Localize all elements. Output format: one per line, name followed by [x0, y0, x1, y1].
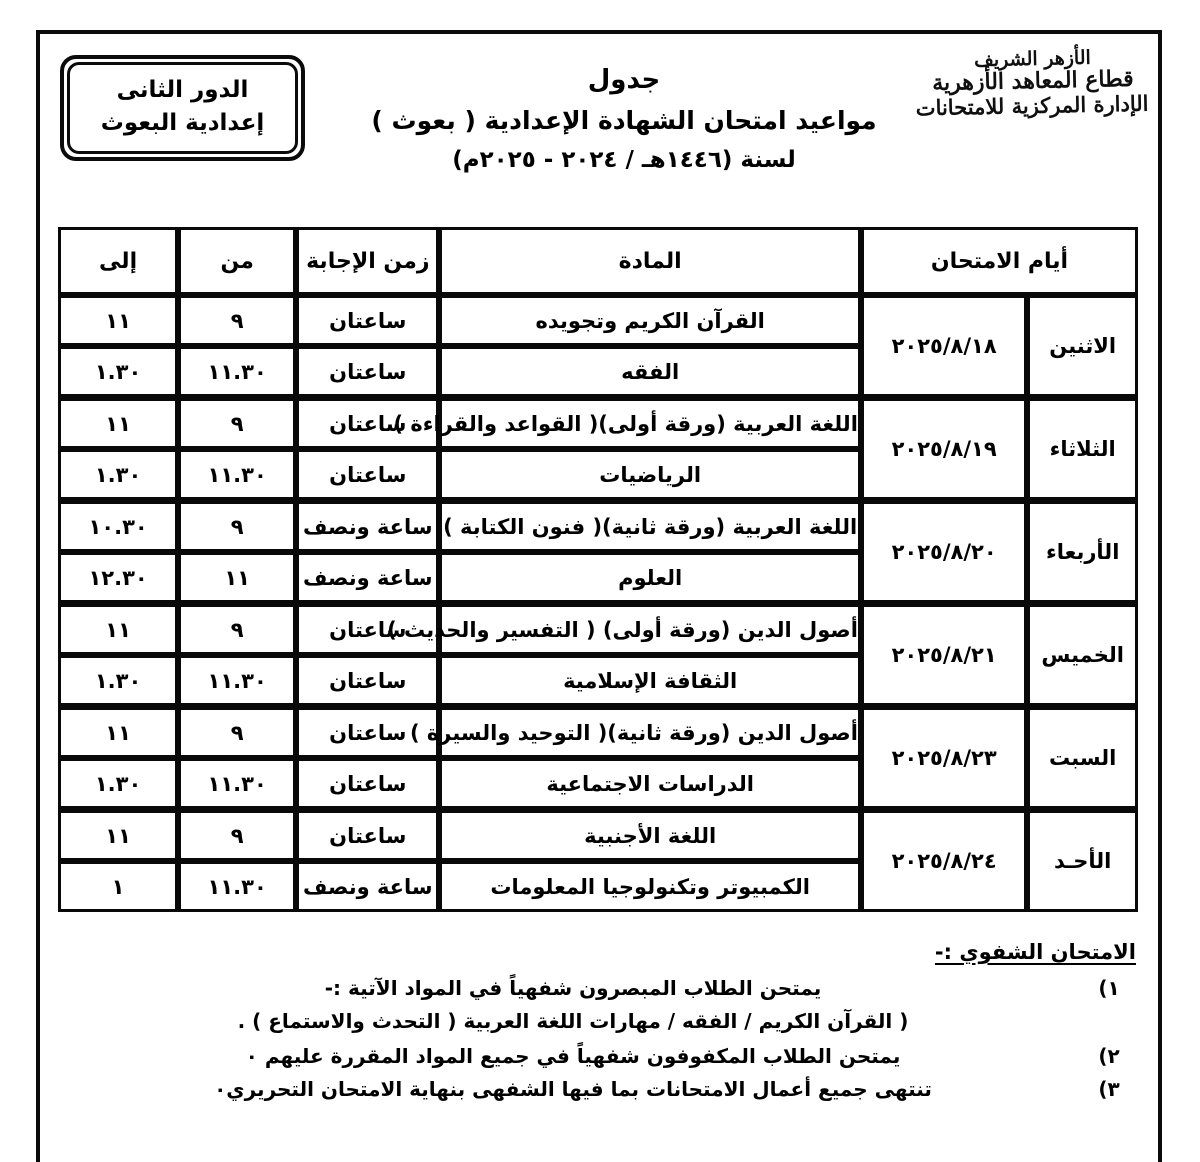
cell-exam-date: ٢٠٢٥/٨/٢٣	[861, 706, 1027, 809]
oral-exam-notes	[64, 938, 1136, 1102]
page-inner	[40, 34, 1158, 1162]
cell-day-name: الأحـد	[1027, 809, 1138, 912]
cell-start-time: ١١.٣٠	[178, 758, 296, 809]
cell-end-time: ١	[58, 861, 178, 912]
document-title-block	[322, 62, 926, 178]
note-number: ٢)	[1098, 1043, 1120, 1068]
cell-duration: ساعتان	[296, 706, 439, 758]
badge-line-round: الدور الثانى	[116, 77, 249, 103]
cell-end-time: ١.٣٠	[58, 346, 178, 397]
cell-start-time: ١١.٣٠	[178, 449, 296, 500]
cell-end-time: ١.٣٠	[58, 655, 178, 706]
cell-duration: ساعة ونصف	[296, 500, 439, 552]
notes-heading: الامتحان الشفوي :-	[934, 940, 1136, 964]
cell-start-time: ١١.٣٠	[178, 346, 296, 397]
table-row	[58, 295, 1138, 346]
badge-inner-border	[67, 62, 298, 154]
cell-subject: الفقه	[439, 346, 860, 397]
column-header-subject: المادة	[439, 227, 860, 295]
cell-subject: اللغة الأجنبية	[439, 809, 860, 861]
note-sub-item-oral-subjects: ( القرآن الكريم / الفقه / مهارات اللغة العربية ( التحدث والاستماع ) .	[237, 1008, 909, 1033]
cell-day-name: السبت	[1027, 706, 1138, 809]
cell-duration: ساعتان	[296, 809, 439, 861]
cell-exam-date: ٢٠٢٥/٨/١٩	[861, 397, 1027, 500]
cell-end-time: ١١	[58, 706, 178, 758]
academic-year: لسنة (١٤٤٦هـ / ٢٠٢٤ - ٢٠٢٥م)	[452, 147, 796, 174]
cell-duration: ساعة ونصف	[296, 552, 439, 603]
cell-day-name: الخميس	[1027, 603, 1138, 706]
page-subtitle: مواعيد امتحان الشهادة الإعدادية ( بعوث )	[371, 105, 877, 135]
cell-start-time: ١١.٣٠	[178, 861, 296, 912]
cell-subject: أصول الدين (ورقة أولى) ( التفسير والحديث )	[439, 603, 860, 655]
cell-duration: ساعتان	[296, 603, 439, 655]
column-header-days: أيام الامتحان	[861, 227, 1138, 295]
badge-line-stage: إعدادية البعوث	[100, 109, 265, 136]
table-head	[58, 227, 1138, 295]
column-header-to: إلى	[58, 227, 178, 295]
note-item	[64, 1076, 1136, 1103]
cell-day-name: الأربعاء	[1027, 500, 1138, 603]
cell-exam-date: ٢٠٢٥/٨/٢٤	[861, 809, 1027, 912]
note-item	[64, 1043, 1136, 1070]
cell-duration: ساعتان	[296, 758, 439, 809]
cell-start-time: ٩	[178, 295, 296, 346]
azhar-calligraphy-logo	[917, 46, 1148, 122]
cell-subject: الدراسات الاجتماعية	[439, 758, 860, 809]
cell-exam-date: ٢٠٢٥/٨/٢٠	[861, 500, 1027, 603]
table-header-row	[58, 227, 1138, 295]
cell-end-time: ١١	[58, 603, 178, 655]
column-header-duration: زمن الإجابة	[296, 227, 439, 295]
cell-start-time: ٩	[178, 397, 296, 449]
column-header-from: من	[178, 227, 296, 295]
cell-duration: ساعتان	[296, 295, 439, 346]
cell-subject: القرآن الكريم وتجويده	[439, 295, 860, 346]
table-row	[58, 500, 1138, 552]
cell-duration: ساعتان	[296, 655, 439, 706]
badge-outer-border	[60, 55, 305, 161]
cell-end-time: ١١	[58, 809, 178, 861]
cell-end-time: ١٠.٣٠	[58, 500, 178, 552]
cell-end-time: ١١	[58, 397, 178, 449]
cell-duration: ساعتان	[296, 397, 439, 449]
table-row	[58, 809, 1138, 861]
cell-exam-date: ٢٠٢٥/٨/١٨	[861, 295, 1027, 397]
page-frame	[36, 30, 1162, 1162]
cell-subject: العلوم	[439, 552, 860, 603]
cell-day-name: الثلاثاء	[1027, 397, 1138, 500]
cell-start-time: ٩	[178, 603, 296, 655]
exam-schedule-table	[58, 227, 1138, 912]
cell-subject: الكمبيوتر وتكنولوجيا المعلومات	[439, 861, 860, 912]
cell-start-time: ٩	[178, 706, 296, 758]
cell-end-time: ١١	[58, 295, 178, 346]
cell-duration: ساعة ونصف	[296, 861, 439, 912]
table-row	[58, 603, 1138, 655]
cell-exam-date: ٢٠٢٥/٨/٢١	[861, 603, 1027, 706]
table-row	[58, 706, 1138, 758]
cell-subject: أصول الدين (ورقة ثانية)( التوحيد والسيرة )	[439, 706, 860, 758]
logo-line-authority: الأزهر الشريف	[973, 46, 1091, 72]
note-number: ٣)	[1098, 1076, 1120, 1101]
cell-start-time: ١١	[178, 552, 296, 603]
cell-subject: اللغة العربية (ورقة ثانية)( فنون الكتابة )	[439, 500, 860, 552]
cell-subject: الثقافة الإسلامية	[439, 655, 860, 706]
cell-day-name: الاثنين	[1027, 295, 1138, 397]
note-text: تنتهى جميع أعمال الامتحانات بما فيها الشفهى بنهاية الامتحان التحريري٠	[214, 1076, 932, 1101]
note-text: يمتحن الطلاب المكفوفون شفهياً في جميع المواد المقررة عليهم ٠	[245, 1043, 901, 1068]
logo-line-department: الإدارة المركزية للامتحانات	[915, 90, 1149, 121]
notes-list	[64, 975, 1136, 1102]
note-text: يمتحن الطلاب المبصرون شفهياً في المواد الآتية :-	[324, 976, 822, 1001]
cell-end-time: ١.٣٠	[58, 449, 178, 500]
schedule-table-wrap	[58, 227, 1138, 912]
cell-duration: ساعتان	[296, 449, 439, 500]
note-item	[64, 975, 1136, 1002]
cell-subject: اللغة العربية (ورقة أولى)( القواعد والقراءة )	[439, 397, 860, 449]
document-header	[40, 34, 1158, 227]
logo-line-sector: قطاع المعاهد الأزهرية	[931, 66, 1134, 97]
cell-start-time: ٩	[178, 809, 296, 861]
cell-subject: الرياضيات	[439, 449, 860, 500]
round-badge	[60, 55, 305, 161]
note-number: ١)	[1098, 976, 1120, 1001]
cell-duration: ساعتان	[296, 346, 439, 397]
page-title: جدول	[587, 65, 661, 95]
cell-end-time: ١٢.٣٠	[58, 552, 178, 603]
table-body	[58, 295, 1138, 912]
cell-start-time: ١١.٣٠	[178, 655, 296, 706]
cell-end-time: ١.٣٠	[58, 758, 178, 809]
table-row	[58, 397, 1138, 449]
cell-start-time: ٩	[178, 500, 296, 552]
